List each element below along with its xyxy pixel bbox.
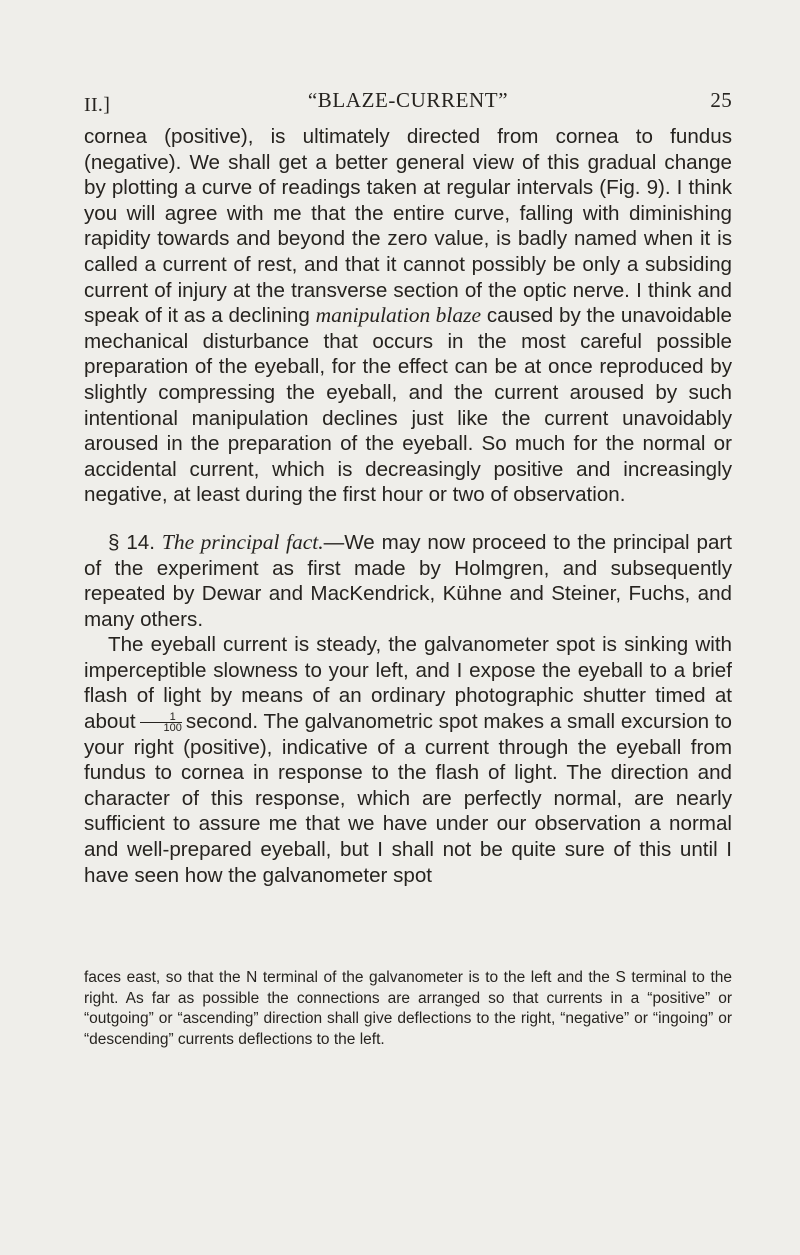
paragraph-text: —We may now proceed to the principal part of the experiment as first made by Holmgren, and subsequently repeated by Dewar and MacKendrick, Kühne and Steiner, Fuchs, and many others. [84,530,732,631]
paragraph-text: second. The galvanometric spot makes a small excursion to your right (positive), indicative of a current through the eyeball from fundus to cornea in response to the flash of light. The direction and character of this response, which are perfectly normal, are nearly sufficient to assure me that we have under our observation a normal and well-prepared eyeball, but I shall not be quite sure of this until I have seen how the galvanometer spot [84,710,732,887]
paragraph-continuation [84,124,732,508]
paragraph-text: The eyeball current is steady, the galvanometer spot is sinking with imperceptible slowness to your left, and I expose the eyeball to a brief flash of light by means of an ordinary photographic shutter timed at about [84,633,732,734]
fraction-numerator: 1 [140,712,182,723]
running-head [84,88,732,118]
chapter-number: II.] [84,94,111,116]
footnote [84,968,732,1050]
italic-phrase: manipulation blaze [315,303,482,328]
running-title: “BLAZE-CURRENT” [307,88,509,112]
experiment-paragraph [84,632,732,888]
section-heading: The principal fact. [161,529,324,554]
paragraph-text: cornea (positive), is ultimately directed from cornea to fundus (negative). We shall get a better general view of this gradual change by plotting a curve of readings taken at regular intervals (Fig. 9). I think you will agree with me that the entire curve, falling with diminishing rapidity towards and beyond the zero value, is badly named when it is called a current of rest, and that it cannot possibly be only a subsiding current of injury at the transverse section of the optic nerve. I think and speak of it as a declining [84,125,732,328]
paragraph-text: caused by the unavoidable mechanical disturbance that occurs in the most careful possible preparation of the eyeball, for the effect can be at once reproduced by slightly compressing the eyeball, and the current aroused by such intentional manipulation declines just like the current unavoidably aroused in the preparation of the eyeball. So much for the normal or accidental current, which is decreasingly positive and increasingly negative, at least during the first hour or two of observation. [84,304,732,507]
fraction [140,712,182,733]
body-text [84,124,732,888]
section-14-paragraph [84,530,732,632]
page-number: 25 [710,88,732,112]
footnote-text: faces east, so that the N terminal of the galvanometer is to the left and the S terminal to the right. As far as possible the connections are arranged so that currents in a “positive” or “outgoing” or “ascending” direction shall give deflections to the right, “negative” or “ingoing” or “descending” currents deflections to the left. [84,969,732,1048]
fraction-denominator: 100 [163,722,182,735]
section-label: § 14. [108,530,155,554]
